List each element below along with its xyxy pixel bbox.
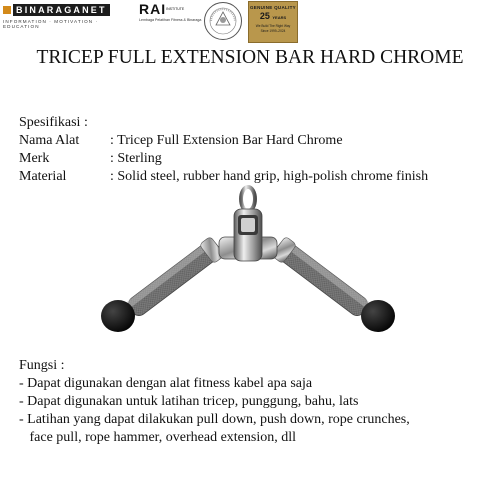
badge-line1: GENUINE QUALITY — [249, 5, 296, 10]
spec-key: Material — [19, 169, 67, 184]
tricep-extension-bar-image — [88, 185, 408, 350]
genuine-quality-badge — [248, 1, 298, 43]
binaraganet-tagline: INFORMATION · MOTIVATION · EDUCATION — [3, 19, 99, 29]
spec-section — [19, 114, 428, 186]
fungsi-section — [19, 357, 410, 447]
rai-tagline: Lembaga Pelatihan Fitness & Binaraga — [139, 18, 202, 22]
binaraganet-square-icon — [3, 6, 11, 14]
list-item: - Dapat digunakan dengan alat fitness kabel apa saja — [19, 376, 313, 391]
association-seal-icon — [203, 1, 243, 41]
fungsi-heading: Fungsi : — [19, 358, 65, 373]
spec-row — [19, 150, 428, 168]
badge-years: 25 — [259, 11, 270, 21]
binaraganet-logo — [3, 4, 133, 29]
spec-row — [19, 168, 428, 186]
spec-value: : Solid steel, rubber hand grip, high-polish chrome finish — [110, 169, 429, 184]
rai-logo — [139, 1, 202, 22]
spec-value: : Sterling — [110, 151, 162, 166]
badge-line2: We Build The Right Way — [255, 24, 291, 28]
list-item: face pull, rope hammer, overhead extension, dll — [19, 430, 297, 445]
spec-heading: Spesifikasi : — [19, 115, 88, 130]
spec-row — [19, 132, 428, 150]
rai-superscript: INSTITUTE — [166, 7, 185, 11]
list-item: - Latihan yang dapat dilakukan pull down, push down, rope crunches, — [19, 412, 410, 427]
spec-value: : Tricep Full Extension Bar Hard Chrome — [110, 133, 343, 148]
rai-name: RAI — [139, 1, 167, 17]
badge-years-suffix: YEARS — [272, 15, 287, 20]
logo-bar — [0, 0, 500, 46]
binaraganet-name: BINARAGANET — [13, 4, 110, 16]
badge-line3: Since 1999–2024 — [260, 29, 286, 33]
spec-key: Nama Alat — [19, 133, 80, 148]
spec-key: Merk — [19, 151, 50, 166]
page-title: TRICEP FULL EXTENSION BAR HARD CHROME — [36, 47, 464, 68]
list-item: - Dapat digunakan untuk latihan tricep, punggung, bahu, lats — [19, 394, 359, 409]
